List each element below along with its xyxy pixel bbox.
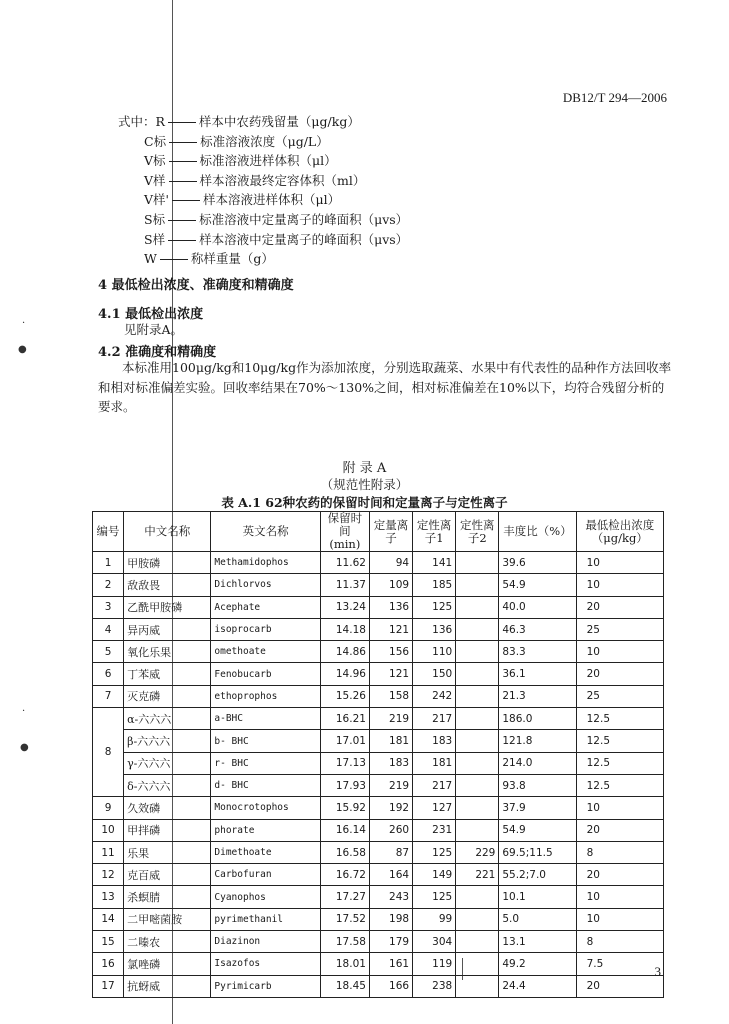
table-row xyxy=(93,752,664,774)
cell-retention-time: 16.58 xyxy=(320,841,369,863)
cell-qual-ion-2 xyxy=(456,975,499,997)
formula-description: 样本中农药残留量（μg/kg） xyxy=(198,114,360,129)
cell-qual-ion-1: 181 xyxy=(413,752,456,774)
table-row xyxy=(93,908,664,930)
cell-qual-ion-1: 304 xyxy=(413,931,456,953)
formula-line xyxy=(118,112,408,132)
cell-lod: 12.5 xyxy=(576,730,663,752)
cell-qual-ion-2 xyxy=(456,618,499,640)
table-row xyxy=(93,953,664,975)
cell-number: 8 xyxy=(93,708,124,797)
cell-chinese-name: 抗蚜威 xyxy=(124,975,211,997)
cell-retention-time: 15.26 xyxy=(320,685,369,707)
cell-chinese-name: 甲胺磷 xyxy=(124,552,211,574)
cell-qual-ion-2 xyxy=(456,663,499,685)
formula-description: 标准溶液中定量离子的峰面积（μvs） xyxy=(199,211,409,227)
section-4-title: 4 最低检出浓度、准确度和精确度 xyxy=(98,278,294,293)
cell-abundance-ratio: 37.9 xyxy=(499,797,576,819)
cell-chinese-name: α-六六六 xyxy=(124,708,211,730)
cell-qual-ion-1: 183 xyxy=(413,730,456,752)
table-row xyxy=(93,864,664,886)
cell-qual-ion-2 xyxy=(456,708,499,730)
table-row xyxy=(93,552,664,574)
cell-english-name: isoprocarb xyxy=(211,618,320,640)
cell-number: 3 xyxy=(93,596,124,618)
cell-qual-ion-2 xyxy=(456,752,499,774)
formula-symbol: 式中：R xyxy=(118,114,165,129)
cell-qual-ion-1: 217 xyxy=(413,708,456,730)
cell-quant-ion: 183 xyxy=(369,752,412,774)
table-row xyxy=(93,708,664,730)
section-4-1-title: 4.1 最低检出浓度 xyxy=(98,307,204,322)
cell-english-name: Dimethoate xyxy=(211,841,320,863)
header-english-name: 英文名称 xyxy=(211,512,320,552)
cell-qual-ion-2 xyxy=(456,819,499,841)
cell-abundance-ratio: 55.2;7.0 xyxy=(499,864,576,886)
cell-chinese-name: β-六六六 xyxy=(124,730,211,752)
cell-number: 1 xyxy=(93,552,124,574)
cell-retention-time: 18.45 xyxy=(320,975,369,997)
cell-retention-time: 14.96 xyxy=(320,663,369,685)
cell-number: 17 xyxy=(93,975,124,997)
cell-quant-ion: 109 xyxy=(369,574,412,596)
cell-quant-ion: 192 xyxy=(369,797,412,819)
cell-qual-ion-1: 150 xyxy=(413,663,456,685)
cell-qual-ion-1: 238 xyxy=(413,975,456,997)
cell-retention-time: 13.24 xyxy=(320,596,369,618)
cell-quant-ion: 156 xyxy=(369,641,412,663)
table-row xyxy=(93,730,664,752)
cell-quant-ion: 164 xyxy=(369,864,412,886)
cell-lod: 25 xyxy=(576,685,663,707)
cell-qual-ion-2 xyxy=(456,886,499,908)
cell-qual-ion-2 xyxy=(456,730,499,752)
cell-abundance-ratio: 54.9 xyxy=(499,574,576,596)
formula-symbol: V标 xyxy=(144,153,166,169)
scan-dot-artifact: ● xyxy=(18,344,27,355)
table-row xyxy=(93,797,664,819)
appendix-subtitle: （规范性附录） xyxy=(320,477,409,492)
cell-qual-ion-1: 119 xyxy=(413,953,456,975)
cell-lod: 20 xyxy=(576,864,663,886)
cell-retention-time: 18.01 xyxy=(320,953,369,975)
cell-quant-ion: 136 xyxy=(369,596,412,618)
cell-lod: 20 xyxy=(576,596,663,618)
cell-retention-time: 17.52 xyxy=(320,908,369,930)
cell-english-name: omethoate xyxy=(211,641,320,663)
cell-qual-ion-1: 125 xyxy=(413,886,456,908)
header-number: 编号 xyxy=(93,512,124,552)
cell-english-name: Methamidophos xyxy=(211,552,320,574)
appendix-title: 附 录 A xyxy=(342,461,387,476)
formula-description: 样本溶液进样体积（μl） xyxy=(202,192,341,208)
cell-chinese-name: 二甲嘧菌胺 xyxy=(124,908,211,930)
cell-qual-ion-1: 242 xyxy=(413,685,456,707)
cell-chinese-name: 久效磷 xyxy=(124,797,211,819)
cell-qual-ion-2 xyxy=(456,931,499,953)
cell-english-name: Pyrimicarb xyxy=(211,975,320,997)
cell-chinese-name: 丁苯威 xyxy=(124,663,211,685)
cell-lod: 10 xyxy=(576,641,663,663)
cell-lod: 20 xyxy=(576,819,663,841)
header-abundance-ratio: 丰度比（%） xyxy=(499,512,576,552)
cell-chinese-name: 敌敌畏 xyxy=(124,574,211,596)
header-retention-time: 保留时间(min) xyxy=(320,512,369,552)
cell-qual-ion-1: 99 xyxy=(413,908,456,930)
cell-chinese-name: γ-六六六 xyxy=(124,752,211,774)
cell-qual-ion-2 xyxy=(456,953,499,975)
cell-english-name: r- BHC xyxy=(211,752,320,774)
cell-number: 16 xyxy=(93,953,124,975)
cell-abundance-ratio: 214.0 xyxy=(499,752,576,774)
cell-abundance-ratio: 39.6 xyxy=(499,552,576,574)
cell-quant-ion: 219 xyxy=(369,708,412,730)
cell-quant-ion: 219 xyxy=(369,774,412,796)
cell-retention-time: 16.72 xyxy=(320,864,369,886)
document-id: DB12/T 294—2006 xyxy=(562,90,667,105)
cell-chinese-name: 杀螟腈 xyxy=(124,886,211,908)
cell-number: 7 xyxy=(93,685,124,707)
formula-description: 样本溶液最终定容体积（ml） xyxy=(199,172,366,188)
cell-retention-time: 11.37 xyxy=(320,574,369,596)
cell-qual-ion-1: 149 xyxy=(413,864,456,886)
cell-qual-ion-2 xyxy=(456,574,499,596)
table-row xyxy=(93,886,664,908)
table-header-row xyxy=(93,512,664,552)
section-4-1-text: 见附录A。 xyxy=(124,322,184,337)
cell-retention-time: 14.18 xyxy=(320,618,369,640)
formula-dash xyxy=(169,161,197,162)
cell-abundance-ratio: 5.0 xyxy=(499,908,576,930)
pesticide-table xyxy=(92,511,664,998)
cell-abundance-ratio: 13.1 xyxy=(499,931,576,953)
cell-chinese-name: 异丙威 xyxy=(124,618,211,640)
cell-english-name: ethoprophos xyxy=(211,685,320,707)
cell-chinese-name: 灭克磷 xyxy=(124,685,211,707)
cell-retention-time: 16.21 xyxy=(320,708,369,730)
cell-qual-ion-2 xyxy=(456,685,499,707)
formula-line xyxy=(118,151,408,171)
formula-symbol: S样 xyxy=(144,231,166,247)
cell-quant-ion: 121 xyxy=(369,618,412,640)
cell-english-name: pyrimethanil xyxy=(211,908,320,930)
cell-retention-time: 16.14 xyxy=(320,819,369,841)
cell-english-name: d- BHC xyxy=(211,774,320,796)
cell-quant-ion: 94 xyxy=(369,552,412,574)
formula-legend xyxy=(118,112,408,269)
cell-qual-ion-1: 127 xyxy=(413,797,456,819)
cell-number: 13 xyxy=(93,886,124,908)
section-4-2-title: 4.2 准确度和精确度 xyxy=(98,345,217,360)
cell-abundance-ratio: 83.3 xyxy=(499,641,576,663)
cell-qual-ion-2 xyxy=(456,552,499,574)
header-qual-ion-2: 定性离子2 xyxy=(456,512,499,552)
cell-lod: 10 xyxy=(576,797,663,819)
cell-retention-time: 17.13 xyxy=(320,752,369,774)
cell-lod: 8 xyxy=(576,841,663,863)
cell-english-name: Monocrotophos xyxy=(211,797,320,819)
cell-quant-ion: 158 xyxy=(369,685,412,707)
formula-symbol: V样 xyxy=(144,172,166,188)
page-number: 3 xyxy=(654,964,661,979)
cell-qual-ion-2: 221 xyxy=(456,864,499,886)
cell-qual-ion-1: 231 xyxy=(413,819,456,841)
cell-number: 2 xyxy=(93,574,124,596)
cell-retention-time: 17.58 xyxy=(320,931,369,953)
cell-qual-ion-2 xyxy=(456,797,499,819)
cell-abundance-ratio: 69.5;11.5 xyxy=(499,841,576,863)
cell-retention-time: 15.92 xyxy=(320,797,369,819)
table-row xyxy=(93,618,664,640)
cell-abundance-ratio: 46.3 xyxy=(499,618,576,640)
table-row xyxy=(93,685,664,707)
cell-english-name: Dichlorvos xyxy=(211,574,320,596)
header-chinese-name: 中文名称 xyxy=(124,512,211,552)
cell-quant-ion: 243 xyxy=(369,886,412,908)
cell-quant-ion: 181 xyxy=(369,730,412,752)
formula-symbol: C标 xyxy=(144,133,167,149)
table-row xyxy=(93,819,664,841)
scan-dot-artifact: · xyxy=(22,318,26,329)
cell-lod: 7.5 xyxy=(576,953,663,975)
cell-number: 12 xyxy=(93,864,124,886)
cell-english-name: b- BHC xyxy=(211,730,320,752)
table-row xyxy=(93,596,664,618)
formula-description: 标准溶液进样体积（μl） xyxy=(199,153,337,169)
header-lod: 最低检出浓度（μg/kg） xyxy=(576,512,663,552)
formula-line xyxy=(118,132,408,152)
cell-retention-time: 14.86 xyxy=(320,641,369,663)
cell-chinese-name: δ-六六六 xyxy=(124,774,211,796)
cell-english-name: Carbofuran xyxy=(211,864,320,886)
cell-qual-ion-2 xyxy=(456,596,499,618)
cell-english-name: Cyanophos xyxy=(211,886,320,908)
cell-quant-ion: 87 xyxy=(369,841,412,863)
cell-qual-ion-1: 125 xyxy=(413,841,456,863)
formula-line xyxy=(118,249,408,269)
cell-quant-ion: 161 xyxy=(369,953,412,975)
cell-english-name: a-BHC xyxy=(211,708,320,730)
formula-dash xyxy=(168,122,196,123)
cell-chinese-name: 乙酰甲胺磷 xyxy=(124,596,211,618)
cell-lod: 10 xyxy=(576,886,663,908)
table-row xyxy=(93,574,664,596)
cell-number: 11 xyxy=(93,841,124,863)
cell-lod: 12.5 xyxy=(576,708,663,730)
cell-abundance-ratio: 121.8 xyxy=(499,730,576,752)
cell-english-name: Fenobucarb xyxy=(211,663,320,685)
cell-lod: 20 xyxy=(576,975,663,997)
cell-lod: 25 xyxy=(576,618,663,640)
cell-qual-ion-1: 125 xyxy=(413,596,456,618)
cell-number: 10 xyxy=(93,819,124,841)
cell-abundance-ratio: 93.8 xyxy=(499,774,576,796)
formula-dash xyxy=(172,200,200,201)
cell-qual-ion-2 xyxy=(456,908,499,930)
cell-quant-ion: 166 xyxy=(369,975,412,997)
section-4-2-text: 本标准用100μg/kg和10μg/kg作为添加浓度，分别选取蔬菜、水果中有代表性的品种作方法回收率和相对标准偏差实验。回收率结果在70%～130%之间，相对标准偏差在10%以下，均符合残留分析的要求。 xyxy=(98,360,672,414)
formula-description: 样本溶液中定量离子的峰面积（μvs） xyxy=(199,231,409,247)
scan-dot-artifact: ● xyxy=(20,742,29,753)
cell-abundance-ratio: 49.2 xyxy=(499,953,576,975)
cell-abundance-ratio: 186.0 xyxy=(499,708,576,730)
table-row xyxy=(93,641,664,663)
cell-chinese-name: 乐果 xyxy=(124,841,211,863)
formula-dash xyxy=(168,240,196,241)
cell-quant-ion: 198 xyxy=(369,908,412,930)
table-row xyxy=(93,663,664,685)
cell-chinese-name: 氯唑磷 xyxy=(124,953,211,975)
formula-symbol: W xyxy=(144,251,157,267)
cell-number: 6 xyxy=(93,663,124,685)
header-quant-ion: 定量离子 xyxy=(369,512,412,552)
cell-quant-ion: 179 xyxy=(369,931,412,953)
cell-abundance-ratio: 54.9 xyxy=(499,819,576,841)
cell-english-name: Diazinon xyxy=(211,931,320,953)
table-row xyxy=(93,975,664,997)
cell-qual-ion-2: 229 xyxy=(456,841,499,863)
cell-lod: 10 xyxy=(576,908,663,930)
formula-description: 标准溶液浓度（μg/L） xyxy=(200,133,329,149)
cell-qual-ion-1: 217 xyxy=(413,774,456,796)
cell-english-name: Isazofos xyxy=(211,953,320,975)
formula-line xyxy=(118,210,408,230)
formula-symbol: S标 xyxy=(144,211,166,227)
cell-quant-ion: 121 xyxy=(369,663,412,685)
cell-qual-ion-1: 141 xyxy=(413,552,456,574)
cell-qual-ion-2 xyxy=(456,641,499,663)
cell-number: 15 xyxy=(93,931,124,953)
cell-lod: 12.5 xyxy=(576,752,663,774)
table-title: 表 A.1 62种农药的保留时间和定量离子与定性离子 xyxy=(221,495,508,510)
cell-lod: 20 xyxy=(576,663,663,685)
cell-chinese-name: 氧化乐果 xyxy=(124,641,211,663)
table-row xyxy=(93,774,664,796)
cell-number: 5 xyxy=(93,641,124,663)
cell-retention-time: 17.93 xyxy=(320,774,369,796)
cell-lod: 10 xyxy=(576,574,663,596)
cell-english-name: phorate xyxy=(211,819,320,841)
cell-chinese-name: 克百威 xyxy=(124,864,211,886)
cell-abundance-ratio: 21.3 xyxy=(499,685,576,707)
header-qual-ion-1: 定性离子1 xyxy=(413,512,456,552)
cell-retention-time: 17.01 xyxy=(320,730,369,752)
cell-qual-ion-1: 136 xyxy=(413,618,456,640)
cell-abundance-ratio: 24.4 xyxy=(499,975,576,997)
cell-lod: 12.5 xyxy=(576,774,663,796)
formula-dash xyxy=(160,259,188,260)
cell-abundance-ratio: 10.1 xyxy=(499,886,576,908)
cell-qual-ion-1: 185 xyxy=(413,574,456,596)
cell-lod: 8 xyxy=(576,931,663,953)
cell-chinese-name: 甲拌磷 xyxy=(124,819,211,841)
cell-retention-time: 11.62 xyxy=(320,552,369,574)
formula-dash xyxy=(168,220,196,221)
scan-dot-artifact: · xyxy=(22,706,26,717)
cell-qual-ion-1: 110 xyxy=(413,641,456,663)
cell-number: 9 xyxy=(93,797,124,819)
cell-english-name: Acephate xyxy=(211,596,320,618)
formula-dash xyxy=(169,142,197,143)
formula-symbol: V样' xyxy=(144,192,169,208)
table-row xyxy=(93,931,664,953)
formula-dash xyxy=(169,181,197,182)
cell-abundance-ratio: 40.0 xyxy=(499,596,576,618)
formula-line xyxy=(118,190,408,210)
cell-abundance-ratio: 36.1 xyxy=(499,663,576,685)
cell-number: 14 xyxy=(93,908,124,930)
formula-description: 称样重量（g） xyxy=(190,251,274,267)
cell-number: 4 xyxy=(93,618,124,640)
cell-qual-ion-2 xyxy=(456,774,499,796)
formula-line xyxy=(118,171,408,191)
cell-lod: 10 xyxy=(576,552,663,574)
cell-chinese-name: 二嗪农 xyxy=(124,931,211,953)
table-row xyxy=(93,841,664,863)
formula-line xyxy=(118,230,408,250)
cell-quant-ion: 260 xyxy=(369,819,412,841)
cell-retention-time: 17.27 xyxy=(320,886,369,908)
